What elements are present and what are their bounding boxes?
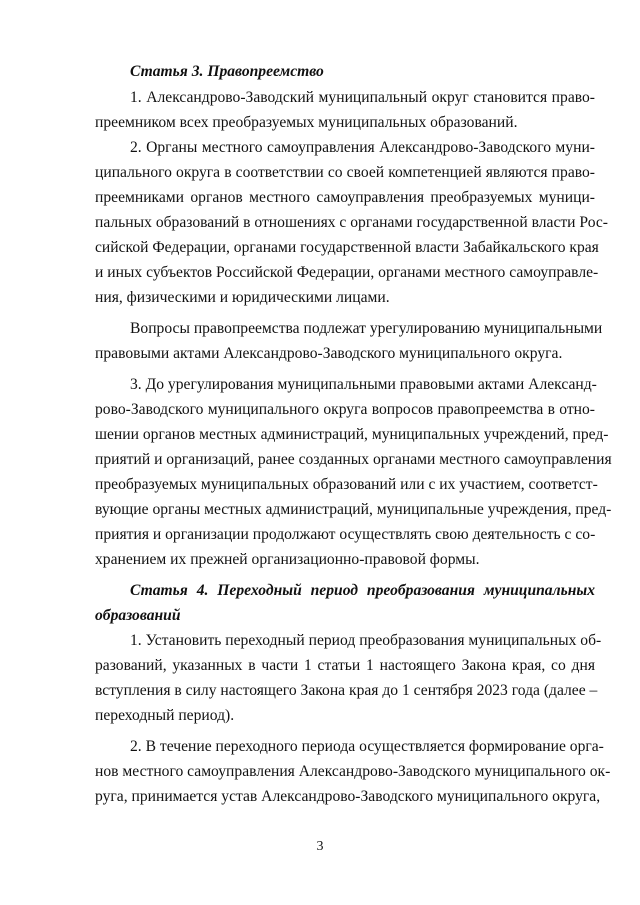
paragraph-line: правовыми актами Александрово-Заводского муниципального округа.	[95, 345, 563, 362]
paragraph-line: 1. Александрово-Заводский муниципальный округ становится право-	[130, 89, 595, 106]
paragraph-line: шении органов местных администраций, муниципальных учреждений, пред-	[95, 426, 609, 443]
paragraph-line: хранением их прежней организационно-правовой формы.	[95, 551, 480, 568]
paragraph-line: вступления в силу настоящего Закона края до 1 сентября 2023 года (далее –	[95, 682, 598, 699]
paragraph-line: преобразуемых муниципальных образований или с их участием, соответст-	[95, 476, 598, 493]
paragraph-line: приятий и организаций, ранее созданных органами местного самоуправления	[95, 451, 612, 468]
paragraph-line: Вопросы правопреемства подлежат урегулированию муниципальными	[130, 320, 603, 337]
paragraph-line: 1. Установить переходный период преобразования муниципальных об-	[130, 632, 602, 649]
article-4-heading: Статья 4. Переходный период преобразования муниципальных	[130, 582, 595, 599]
paragraph-line: вующие органы местных администраций, муниципальные учреждения, пред-	[95, 501, 612, 518]
paragraph-line: 3. До урегулирования муниципальными правовыми актами Александ-	[130, 376, 597, 393]
paragraph-line: ния, физическими и юридическими лицами.	[95, 289, 390, 306]
article-4-heading-cont: образований	[95, 607, 181, 624]
paragraph-line: 2. В течение переходного периода осуществляется формирование орга-	[130, 738, 604, 755]
paragraph-line: переходный период).	[95, 707, 235, 724]
paragraph-line: 2. Органы местного самоуправления Александрово-Заводского муни-	[130, 139, 595, 156]
page-number: 3	[316, 839, 324, 854]
paragraph-line: и иных субъектов Российской Федерации, органами местного самоуправле-	[95, 264, 599, 281]
paragraph-line: нов местного самоуправления Александрово-Заводского муниципального ок-	[95, 763, 611, 780]
paragraph-line: приятия и организации продолжают осуществлять свою деятельность с со-	[95, 526, 596, 543]
article-3-heading: Статья 3. Правопреемство	[130, 63, 324, 80]
paragraph-line: сийской Федерации, органами государственной власти Забайкальского края	[95, 239, 599, 256]
paragraph-line: рово-Заводского муниципального округа вопросов правопреемства в отно-	[95, 401, 595, 418]
paragraph-line: преемниками органов местного самоуправления преобразуемых муници-	[95, 189, 595, 206]
paragraph-line: руга, принимается устав Александрово-Заводского муниципального округа,	[95, 788, 601, 805]
paragraph-line: ципального округа в соответствии со своей компетенцией являются право-	[95, 164, 595, 181]
paragraph-line: преемником всех преобразуемых муниципальных образований.	[95, 114, 518, 131]
paragraph-line: пальных образований в отношениях с органами государственной власти Рос-	[95, 214, 609, 231]
paragraph-line: разований, указанных в части 1 статьи 1 настоящего Закона края, со дня	[95, 657, 595, 674]
